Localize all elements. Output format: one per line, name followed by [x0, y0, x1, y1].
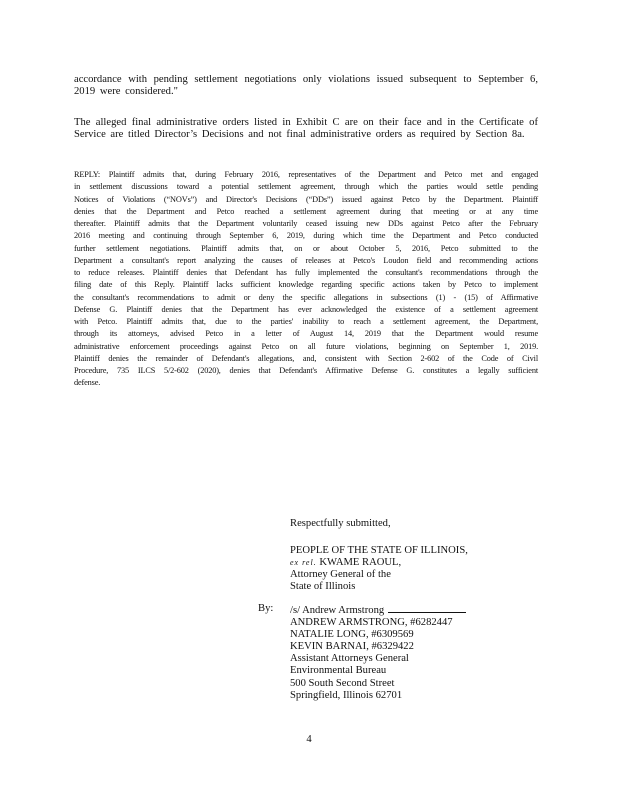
reply-paragraph: REPLY: Plaintiff admits that, during February 2016, representatives of the Department and Petco met and engaged in settlement discussions toward a potential settlement agreement, through which the parties would settle pending Notices of Violations (“NOVs”) and Director's Decisions (“DDs”) issued against Petco by the Department. Plaintiff denies that the Department and Petco reached a settlement agreement during that meeting or at any time thereafter. Plaintiff admits that the Department voluntarily ceased issuing new DDs against Petco after the February 2016 meeting and continuing through September 6, 2019, during which time the Department and Petco conducted further settlement negotiations. Plaintiff admits that, on or about October 5, 2016, Petco submitted to the Department a consultant's report analyzing the causes of releases at Petco's Loudon field and recommending actions to reduce releases. Plaintiff denies that Defendant has fully implemented the consultant's recommendations through the filing date of this Reply. Plaintiff lacks sufficient knowledge regarding specific actions taken by Petco to implement the consultant's recommendations to admit or deny the specific allegations in subsections (1) - (15) of Affirmative Defense G. Plaintiff denies that the Department has ever acknowledged the existence of a settlement agreement with Petco. Plaintiff admits that, due to the parties' inability to reach a settlement agreement, the Department, through its attorneys, advised Petco in a letter of August 14, 2019 that the Department would resume administrative enforcement proceedings against Petco on all future violations, beginning on September 1, 2019. Plaintiff denies the remainder of Defendant's allegations, and, consistent with Section 2-602 of the Code of Civil Procedure, 735 ILCS 5/2-602 (2020), denies that Defendant's Affirmative Defense G. constitutes a legally sufficient defense.	[74, 170, 538, 388]
continuation-paragraph: accordance with pending settlement negotiations only violations issued subsequent to September 6, 2019 were considered."	[74, 74, 538, 98]
attorney-line: NATALIE LONG, #6309569	[290, 629, 414, 641]
signature-line	[290, 603, 466, 617]
exhibit-paragraph: The alleged final administrative orders listed in Exhibit C are on their face and in the Certificate of Service are titled Director’s Decisions and not final administrative orders as required by Section 8a.	[74, 117, 538, 141]
attorney-general-name: KWAME RAOUL,	[319, 557, 402, 569]
attorney-line: KEVIN BARNAI, #6329422	[290, 641, 414, 653]
state-name: State of Illinois	[290, 581, 356, 593]
attorney-general-title: Attorney General of the	[290, 569, 391, 581]
signature: /s/ Andrew Armstrong	[290, 605, 385, 616]
attorney-title: Assistant Attorneys General	[290, 653, 409, 665]
ex-rel-line	[290, 557, 468, 569]
page-number: 4	[306, 734, 312, 745]
attorney-line: ANDREW ARMSTRONG, #6282447	[290, 617, 453, 629]
party-name: PEOPLE OF THE STATE OF ILLINOIS,	[290, 545, 468, 556]
by-label: By:	[258, 603, 274, 614]
signature-block	[290, 603, 466, 702]
party-block	[290, 545, 468, 593]
bureau-name: Environmental Bureau	[290, 665, 387, 677]
street-address: 500 South Second Street	[290, 677, 395, 689]
ex-rel-label: ex rel.	[290, 558, 317, 568]
city-state-zip: Springfield, Illinois 62701	[290, 689, 403, 701]
signature-rule	[388, 603, 466, 613]
closing: Respectfully submitted,	[290, 518, 391, 529]
